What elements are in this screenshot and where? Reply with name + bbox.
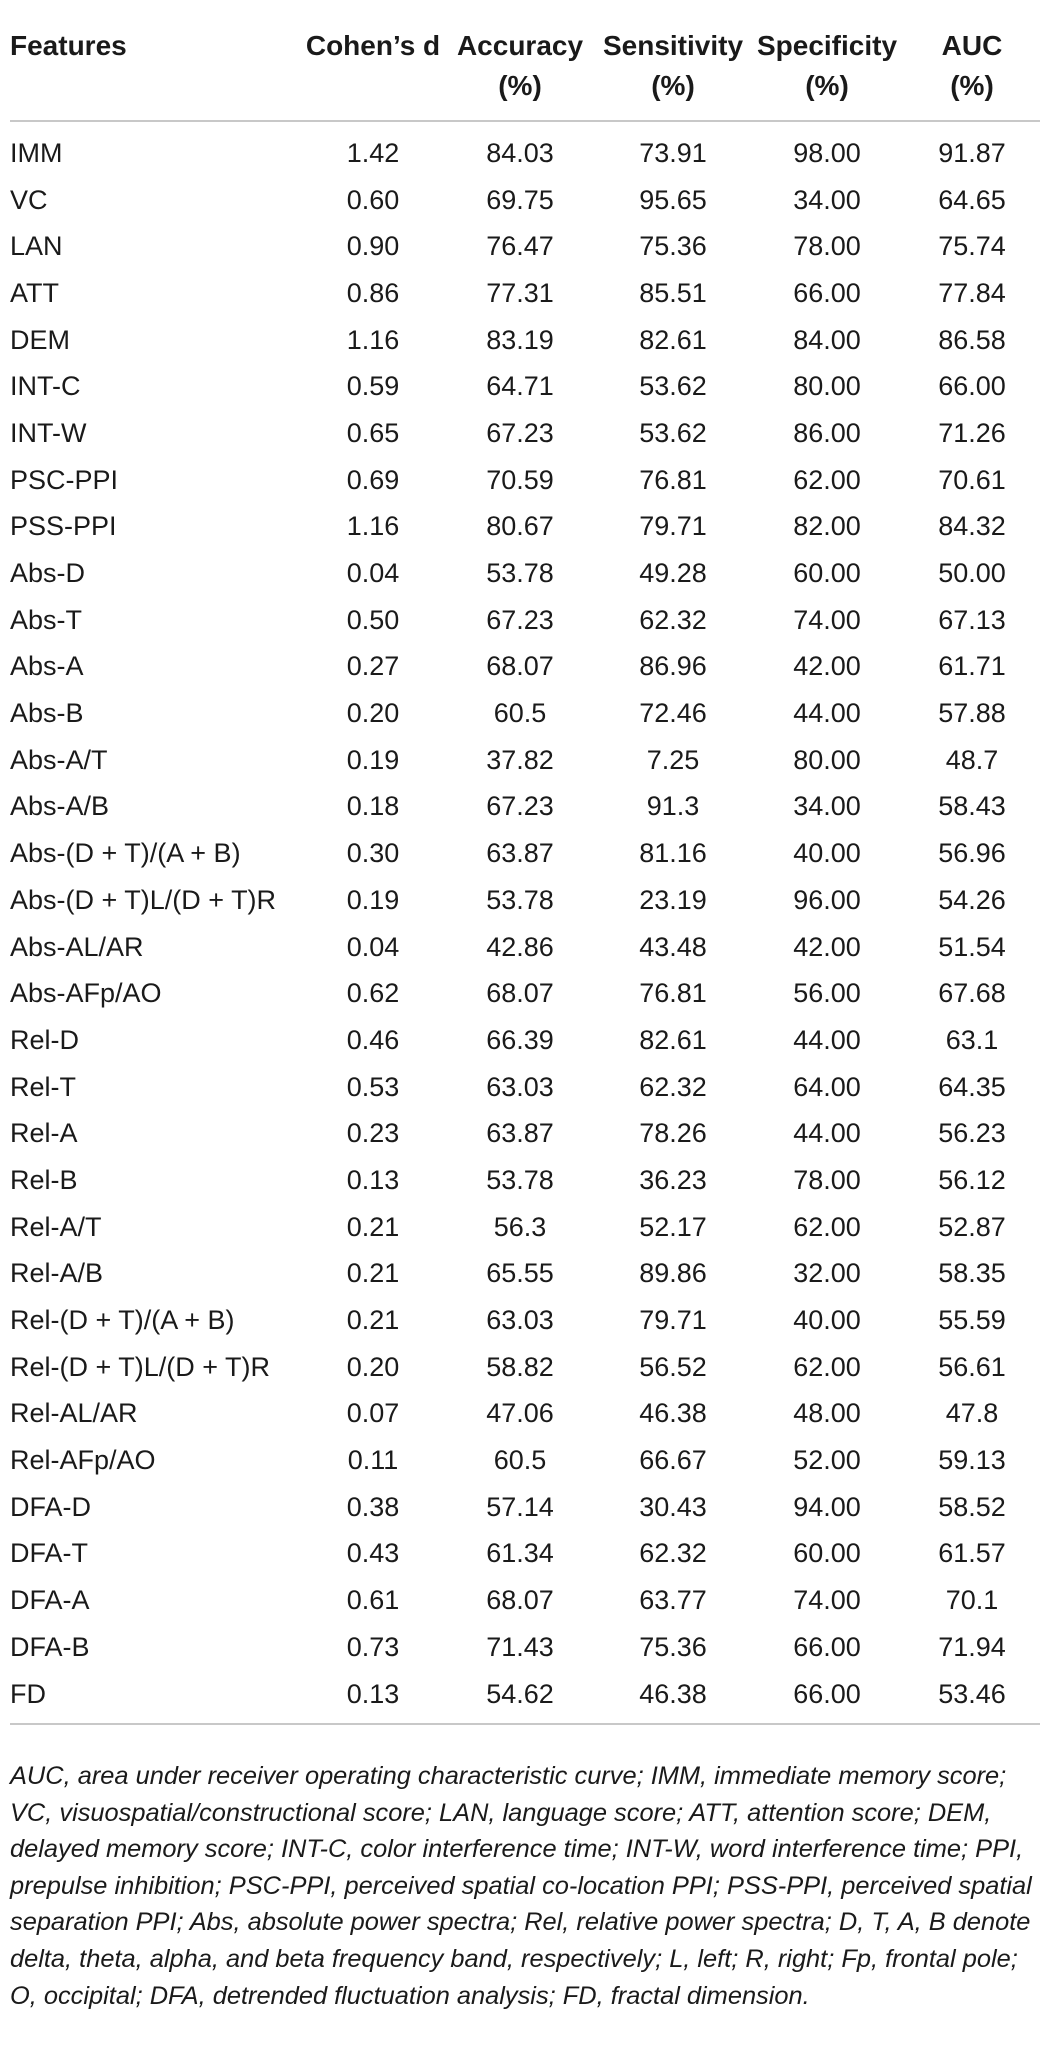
cell-sensitivity: 79.71 — [639, 1305, 707, 1336]
cell-accuracy: 63.03 — [486, 1071, 554, 1102]
header-auc-label: AUC — [941, 30, 1003, 61]
cell-feature: Abs-B — [10, 698, 84, 729]
cell-feature: DFA-B — [10, 1631, 90, 1662]
cell-sensitivity: 30.43 — [639, 1491, 707, 1522]
cell-accuracy: 63.03 — [486, 1305, 554, 1336]
cell-specificity: 48.00 — [793, 1398, 861, 1429]
cell-specificity: 78.00 — [793, 231, 861, 262]
cell-cohens-d: 0.30 — [346, 838, 400, 869]
cell-cohens-d: 0.23 — [346, 1118, 400, 1149]
cell-feature: Abs-D — [10, 558, 86, 589]
cell-specificity: 60.00 — [793, 1538, 861, 1569]
cell-feature: Rel-A/T — [10, 1211, 102, 1242]
cell-accuracy: 80.67 — [486, 511, 554, 542]
table-row — [10, 830, 1040, 877]
cell-auc: 47.8 — [945, 1398, 999, 1429]
cell-auc: 54.26 — [938, 884, 1006, 915]
cell-sensitivity: 66.67 — [639, 1445, 707, 1476]
header-auc — [904, 14, 1040, 121]
header-specificity-unit: (%) — [805, 70, 849, 101]
cell-accuracy: 60.5 — [493, 1445, 547, 1476]
table-row — [10, 1297, 1040, 1344]
cell-specificity: 82.00 — [793, 511, 861, 542]
cell-feature: DFA-T — [10, 1538, 88, 1569]
cell-cohens-d: 0.21 — [346, 1305, 400, 1336]
cell-specificity: 44.00 — [793, 1024, 861, 1055]
cell-auc: 52.87 — [938, 1211, 1006, 1242]
cell-auc: 70.61 — [938, 464, 1006, 495]
cell-cohens-d: 0.69 — [346, 464, 400, 495]
cell-accuracy: 63.87 — [486, 838, 554, 869]
cell-accuracy: 54.62 — [486, 1678, 554, 1709]
cell-accuracy: 65.55 — [486, 1258, 554, 1289]
cell-auc: 55.59 — [938, 1305, 1006, 1336]
cell-sensitivity: 82.61 — [639, 1024, 707, 1055]
cell-sensitivity: 53.62 — [639, 417, 707, 448]
cell-sensitivity: 95.65 — [639, 184, 707, 215]
cell-sensitivity: 75.36 — [639, 1631, 707, 1662]
cell-feature: Rel-AFp/AO — [10, 1445, 156, 1476]
cell-feature: ATT — [10, 277, 59, 308]
cell-sensitivity: 43.48 — [639, 931, 707, 962]
cell-cohens-d: 0.13 — [346, 1678, 400, 1709]
cell-cohens-d: 0.11 — [347, 1445, 399, 1476]
cell-specificity: 66.00 — [793, 1631, 861, 1662]
table-row — [10, 410, 1040, 457]
cell-accuracy: 64.71 — [486, 371, 554, 402]
cell-sensitivity: 89.86 — [639, 1258, 707, 1289]
cell-specificity: 52.00 — [793, 1445, 861, 1476]
cell-auc: 59.13 — [938, 1445, 1006, 1476]
header-specificity-label: Specificity — [756, 30, 898, 61]
cell-sensitivity: 56.52 — [639, 1351, 707, 1382]
cell-auc: 71.94 — [938, 1631, 1006, 1662]
cell-cohens-d: 0.53 — [346, 1071, 400, 1102]
header-sensitivity-label: Sensitivity — [602, 30, 744, 61]
cell-specificity: 64.00 — [793, 1071, 861, 1102]
cell-feature: DFA-A — [10, 1585, 90, 1616]
cell-accuracy: 83.19 — [486, 324, 554, 355]
cell-cohens-d: 0.19 — [346, 884, 400, 915]
cell-auc: 53.46 — [938, 1678, 1006, 1709]
cell-feature: Abs-A — [10, 651, 84, 682]
table-row — [10, 877, 1040, 924]
cell-cohens-d: 1.42 — [346, 137, 400, 168]
cell-cohens-d: 0.38 — [346, 1491, 400, 1522]
cell-specificity: 80.00 — [793, 371, 861, 402]
cell-feature: Rel-B — [10, 1164, 78, 1195]
cell-auc: 64.65 — [938, 184, 1006, 215]
cell-cohens-d: 0.60 — [346, 184, 400, 215]
cell-specificity: 80.00 — [793, 744, 861, 775]
cell-sensitivity: 7.25 — [646, 744, 700, 775]
cell-cohens-d: 0.13 — [346, 1164, 400, 1195]
cell-specificity: 34.00 — [793, 184, 861, 215]
header-accuracy-label: Accuracy — [456, 30, 584, 61]
table-row — [10, 1204, 1040, 1251]
cell-cohens-d: 0.04 — [346, 558, 400, 589]
cell-feature: LAN — [10, 231, 63, 262]
cell-accuracy: 68.07 — [486, 978, 554, 1009]
cell-auc: 84.32 — [938, 511, 1006, 542]
table-row — [10, 1017, 1040, 1064]
table-row — [10, 121, 1040, 177]
cell-cohens-d: 0.62 — [346, 978, 400, 1009]
cell-auc: 77.84 — [938, 277, 1006, 308]
cell-sensitivity: 62.32 — [639, 1071, 707, 1102]
cell-feature: DEM — [10, 324, 70, 355]
cell-auc: 56.96 — [938, 838, 1006, 869]
table-row — [10, 550, 1040, 597]
cell-specificity: 32.00 — [793, 1258, 861, 1289]
cell-feature: Abs-(D + T)L/(D + T)R — [10, 884, 277, 915]
cell-specificity: 96.00 — [793, 884, 861, 915]
header-cohens-d-label: Cohen’s d — [305, 30, 441, 61]
table-row — [10, 924, 1040, 971]
header-features-label: Features — [10, 30, 127, 61]
cell-accuracy: 69.75 — [486, 184, 554, 215]
cell-feature: Abs-AL/AR — [10, 931, 144, 962]
cell-accuracy: 68.07 — [486, 1585, 554, 1616]
cell-auc: 61.57 — [938, 1538, 1006, 1569]
cell-feature: Rel-AL/AR — [10, 1398, 138, 1429]
cell-cohens-d: 0.20 — [346, 698, 400, 729]
cell-specificity: 62.00 — [793, 1211, 861, 1242]
cell-cohens-d: 0.61 — [346, 1585, 400, 1616]
header-specificity — [750, 14, 904, 121]
cell-specificity: 34.00 — [793, 791, 861, 822]
table-row — [10, 1251, 1040, 1298]
cell-specificity: 84.00 — [793, 324, 861, 355]
cell-accuracy: 76.47 — [486, 231, 554, 262]
cell-accuracy: 67.23 — [486, 791, 554, 822]
cell-accuracy: 47.06 — [486, 1398, 554, 1429]
table-row — [10, 1624, 1040, 1671]
table-body — [10, 121, 1040, 1724]
cell-cohens-d: 0.20 — [346, 1351, 400, 1382]
cell-accuracy: 71.43 — [486, 1631, 554, 1662]
table-footnote: AUC, area under receiver operating characteristic curve; IMM, immediate memory score; VC, visuospatial/constructional score; LAN, language score; ATT, attention score; DEM, delayed memory score; INT-C, color interference time; INT-W, word interference time; PPI, prepulse inhibition; PSC-PPI, perceived spatial co-location PPI; PSS-PPI, perceived spatial separation PPI; Abs, absolute power spectra; Rel, relative power spectra; D, T, A, B denote delta, theta, alpha, and beta frequency band, respectively; L, left; R, right; Fp, frontal pole; O, occipital; DFA, detrended fluctuation analysis; FD, fractal dimension. — [10, 1762, 1032, 2010]
cell-sensitivity: 91.3 — [646, 791, 700, 822]
cell-auc: 66.00 — [938, 371, 1006, 402]
cell-sensitivity: 76.81 — [639, 464, 707, 495]
cell-auc: 64.35 — [938, 1071, 1006, 1102]
cell-sensitivity: 79.71 — [639, 511, 707, 542]
cell-feature: Rel-T — [10, 1071, 76, 1102]
header-features — [10, 14, 302, 121]
cell-cohens-d: 0.21 — [346, 1211, 400, 1242]
cell-specificity: 60.00 — [793, 558, 861, 589]
table-row — [10, 223, 1040, 270]
cell-accuracy: 53.78 — [486, 1164, 554, 1195]
cell-cohens-d: 0.07 — [346, 1398, 400, 1429]
cell-sensitivity: 23.19 — [639, 884, 707, 915]
header-row — [10, 14, 1040, 121]
cell-feature: Abs-A/T — [10, 744, 108, 775]
cell-sensitivity: 63.77 — [639, 1585, 707, 1616]
cell-accuracy: 68.07 — [486, 651, 554, 682]
cell-cohens-d: 0.90 — [346, 231, 400, 262]
cell-cohens-d: 1.16 — [346, 511, 400, 542]
cell-accuracy: 67.23 — [486, 604, 554, 635]
cell-specificity: 66.00 — [793, 1678, 861, 1709]
cell-sensitivity: 81.16 — [639, 838, 707, 869]
table-row — [10, 690, 1040, 737]
table-row — [10, 1671, 1040, 1725]
cell-sensitivity: 73.91 — [639, 137, 707, 168]
cell-feature: Rel-A/B — [10, 1258, 104, 1289]
cell-auc: 71.26 — [938, 417, 1006, 448]
cell-feature: PSS-PPI — [10, 511, 117, 542]
table-row — [10, 1531, 1040, 1578]
cell-sensitivity: 75.36 — [639, 231, 707, 262]
header-accuracy — [444, 14, 596, 121]
cell-auc: 58.43 — [938, 791, 1006, 822]
cell-feature: FD — [10, 1678, 46, 1709]
cell-feature: INT-C — [10, 371, 81, 402]
cell-feature: Rel-A — [10, 1118, 78, 1149]
cell-specificity: 66.00 — [793, 277, 861, 308]
cell-specificity: 42.00 — [793, 651, 861, 682]
cell-sensitivity: 72.46 — [639, 698, 707, 729]
cell-auc: 86.58 — [938, 324, 1006, 355]
cell-auc: 50.00 — [938, 558, 1006, 589]
cell-specificity: 74.00 — [793, 604, 861, 635]
cell-feature: Abs-(D + T)/(A + B) — [10, 838, 241, 869]
table-row — [10, 1344, 1040, 1391]
cell-auc: 58.35 — [938, 1258, 1006, 1289]
cell-feature: VC — [10, 184, 48, 215]
table-row — [10, 317, 1040, 364]
cell-auc: 70.1 — [945, 1585, 999, 1616]
cell-sensitivity: 76.81 — [639, 978, 707, 1009]
table-row — [10, 1064, 1040, 1111]
cell-auc: 75.74 — [938, 231, 1006, 262]
cell-specificity: 74.00 — [793, 1585, 861, 1616]
cell-specificity: 86.00 — [793, 417, 861, 448]
cell-feature: Abs-A/B — [10, 791, 110, 822]
cell-accuracy: 63.87 — [486, 1118, 554, 1149]
table-row — [10, 1484, 1040, 1531]
cell-cohens-d: 0.65 — [346, 417, 400, 448]
table-row — [10, 1437, 1040, 1484]
table-row — [10, 1110, 1040, 1157]
cell-cohens-d: 0.27 — [346, 651, 400, 682]
cell-auc: 61.71 — [938, 651, 1006, 682]
cell-feature: Rel-(D + T)/(A + B) — [10, 1305, 235, 1336]
table-row — [10, 457, 1040, 504]
cell-auc: 57.88 — [938, 698, 1006, 729]
cell-auc: 91.87 — [938, 137, 1006, 168]
cell-feature: DFA-D — [10, 1491, 91, 1522]
cell-sensitivity: 53.62 — [639, 371, 707, 402]
header-cohens-d — [302, 14, 444, 121]
cell-feature: Abs-AFp/AO — [10, 978, 162, 1009]
cell-feature: Rel-D — [10, 1024, 80, 1055]
table-row — [10, 270, 1040, 317]
cell-auc: 51.54 — [938, 931, 1006, 962]
cell-accuracy: 57.14 — [486, 1491, 554, 1522]
cell-auc: 48.7 — [945, 744, 999, 775]
table-header — [10, 14, 1040, 121]
cell-sensitivity: 62.32 — [639, 1538, 707, 1569]
cell-accuracy: 58.82 — [486, 1351, 554, 1382]
table-row — [10, 970, 1040, 1017]
cell-accuracy: 56.3 — [493, 1211, 547, 1242]
cell-sensitivity: 46.38 — [639, 1398, 707, 1429]
cell-accuracy: 37.82 — [486, 744, 554, 775]
cell-cohens-d: 0.86 — [346, 277, 400, 308]
cell-specificity: 78.00 — [793, 1164, 861, 1195]
cell-specificity: 40.00 — [793, 838, 861, 869]
table-row — [10, 1157, 1040, 1204]
cell-specificity: 62.00 — [793, 464, 861, 495]
results-table — [10, 14, 1040, 1725]
table-row — [10, 597, 1040, 644]
cell-cohens-d: 0.21 — [346, 1258, 400, 1289]
cell-cohens-d: 0.46 — [346, 1024, 400, 1055]
cell-sensitivity: 78.26 — [639, 1118, 707, 1149]
cell-specificity: 98.00 — [793, 137, 861, 168]
table-row — [10, 363, 1040, 410]
cell-sensitivity: 52.17 — [639, 1211, 707, 1242]
cell-cohens-d: 0.73 — [346, 1631, 400, 1662]
cell-accuracy: 42.86 — [486, 931, 554, 962]
cell-specificity: 40.00 — [793, 1305, 861, 1336]
table-row — [10, 784, 1040, 831]
cell-accuracy: 77.31 — [486, 277, 554, 308]
cell-cohens-d: 0.59 — [346, 371, 400, 402]
cell-feature: Abs-T — [10, 604, 83, 635]
cell-auc: 58.52 — [938, 1491, 1006, 1522]
cell-specificity: 44.00 — [793, 698, 861, 729]
cell-auc: 56.61 — [938, 1351, 1006, 1382]
cell-sensitivity: 36.23 — [639, 1164, 707, 1195]
table-row — [10, 1391, 1040, 1438]
cell-sensitivity: 86.96 — [639, 651, 707, 682]
header-accuracy-unit: (%) — [498, 70, 542, 101]
cell-specificity: 42.00 — [793, 931, 861, 962]
cell-specificity: 44.00 — [793, 1118, 861, 1149]
cell-cohens-d: 0.19 — [346, 744, 400, 775]
cell-auc: 56.12 — [938, 1164, 1006, 1195]
table-row — [10, 177, 1040, 224]
cell-cohens-d: 0.50 — [346, 604, 400, 635]
cell-feature: INT-W — [10, 417, 87, 448]
cell-auc: 63.1 — [945, 1024, 999, 1055]
cell-accuracy: 60.5 — [493, 698, 547, 729]
cell-accuracy: 67.23 — [486, 417, 554, 448]
table-row — [10, 1577, 1040, 1624]
cell-feature: Rel-(D + T)L/(D + T)R — [10, 1351, 271, 1382]
table-row — [10, 737, 1040, 784]
table-row — [10, 504, 1040, 551]
cell-sensitivity: 46.38 — [639, 1678, 707, 1709]
cell-sensitivity: 85.51 — [639, 277, 707, 308]
header-auc-unit: (%) — [950, 70, 994, 101]
cell-accuracy: 70.59 — [486, 464, 554, 495]
cell-specificity: 94.00 — [793, 1491, 861, 1522]
cell-feature: IMM — [10, 137, 63, 168]
table-row — [10, 644, 1040, 691]
cell-sensitivity: 82.61 — [639, 324, 707, 355]
cell-specificity: 56.00 — [793, 978, 861, 1009]
cell-auc: 56.23 — [938, 1118, 1006, 1149]
cell-cohens-d: 0.43 — [346, 1538, 400, 1569]
cell-accuracy: 53.78 — [486, 558, 554, 589]
cell-sensitivity: 49.28 — [639, 558, 707, 589]
cell-accuracy: 66.39 — [486, 1024, 554, 1055]
cell-feature: PSC-PPI — [10, 464, 119, 495]
cell-cohens-d: 0.04 — [346, 931, 400, 962]
header-sensitivity-unit: (%) — [651, 70, 695, 101]
header-sensitivity — [596, 14, 750, 121]
cell-cohens-d: 1.16 — [346, 324, 400, 355]
cell-cohens-d: 0.18 — [346, 791, 400, 822]
cell-accuracy: 53.78 — [486, 884, 554, 915]
cell-auc: 67.68 — [938, 978, 1006, 1009]
cell-auc: 67.13 — [938, 604, 1006, 635]
cell-sensitivity: 62.32 — [639, 604, 707, 635]
cell-specificity: 62.00 — [793, 1351, 861, 1382]
cell-accuracy: 84.03 — [486, 137, 554, 168]
cell-accuracy: 61.34 — [486, 1538, 554, 1569]
